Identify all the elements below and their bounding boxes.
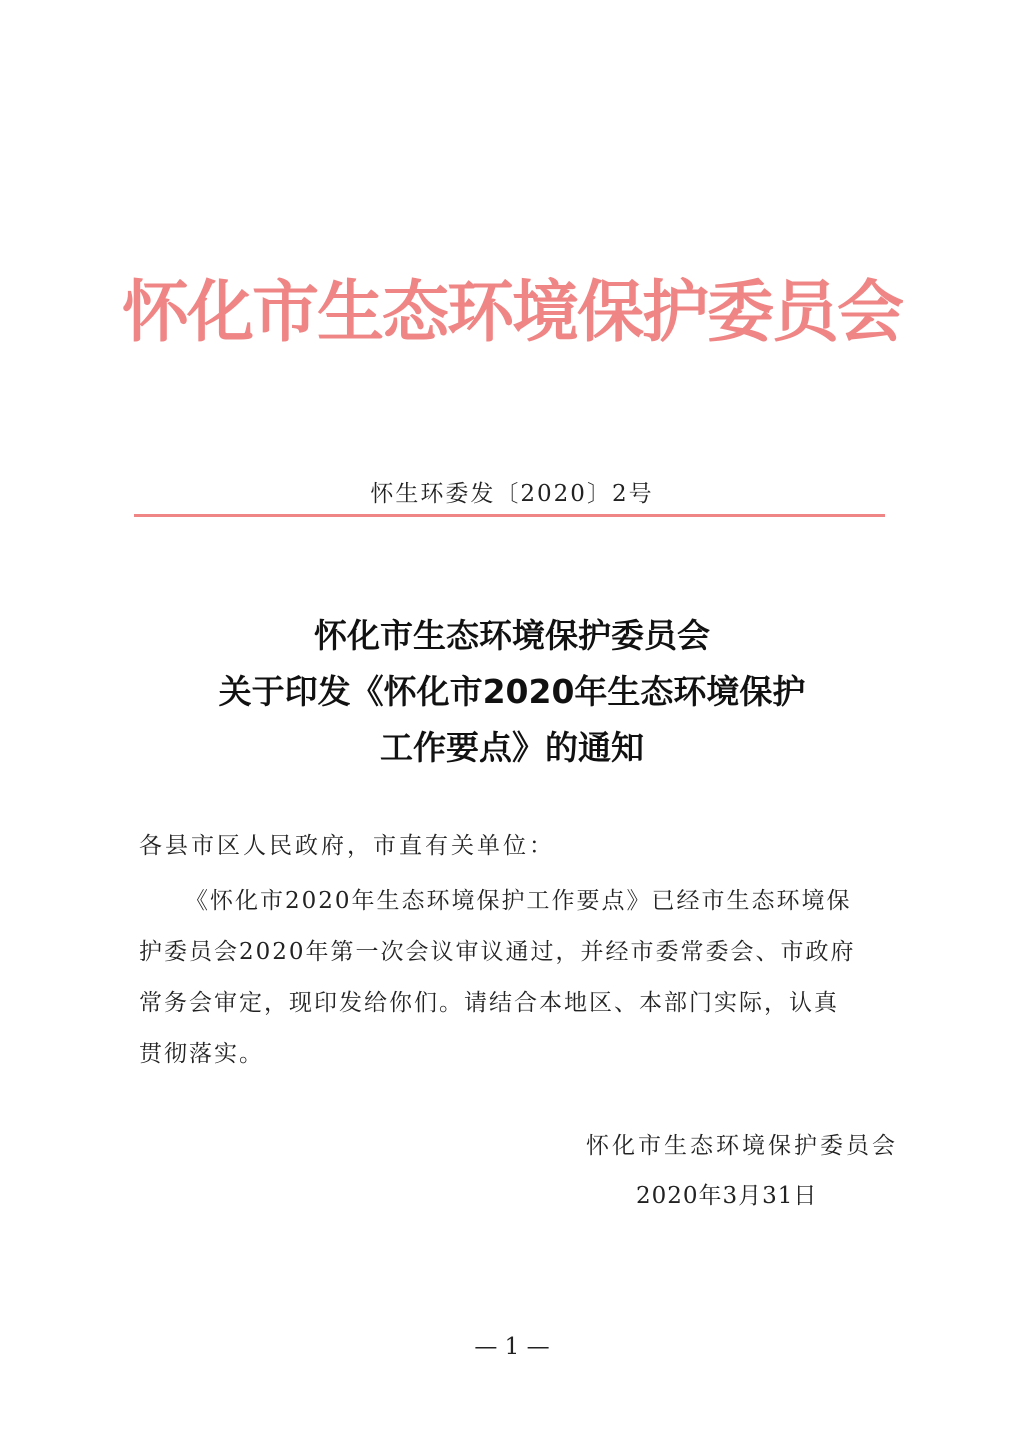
issuing-org-header: 怀化市生态环境保护委员会 [122, 273, 902, 351]
signature-org: 怀化市生态环境保护委员会 [586, 1133, 898, 1159]
red-divider-line [134, 514, 885, 517]
title-line-3: 工作要点》的通知 [380, 728, 644, 767]
document-title [0, 608, 1024, 776]
title-line-2: 关于印发《怀化市2020年生态环境保护 [218, 672, 806, 711]
body-line-3: 常务会审定，现印发给你们。请结合本地区、本部门实际，认真 [139, 990, 839, 1016]
body-paragraph [139, 876, 899, 1080]
title-line-1: 怀化市生态环境保护委员会 [314, 616, 710, 655]
signature-date: 2020年3月31日 [636, 1183, 818, 1209]
body-line-1: 《怀化市2020年生态环境保护工作要点》已经市生态环境保 [185, 888, 852, 914]
document-number: 怀生环委发〔2020〕2号 [370, 481, 654, 507]
body-line-4: 贯彻落实。 [139, 1041, 264, 1067]
body-line-2: 护委员会2020年第一次会议审议通过，并经市委常委会、市政府 [139, 939, 856, 965]
page-number: — 1 — [474, 1334, 550, 1360]
addressee: 各县市区人民政府，市直有关单位： [139, 833, 555, 859]
